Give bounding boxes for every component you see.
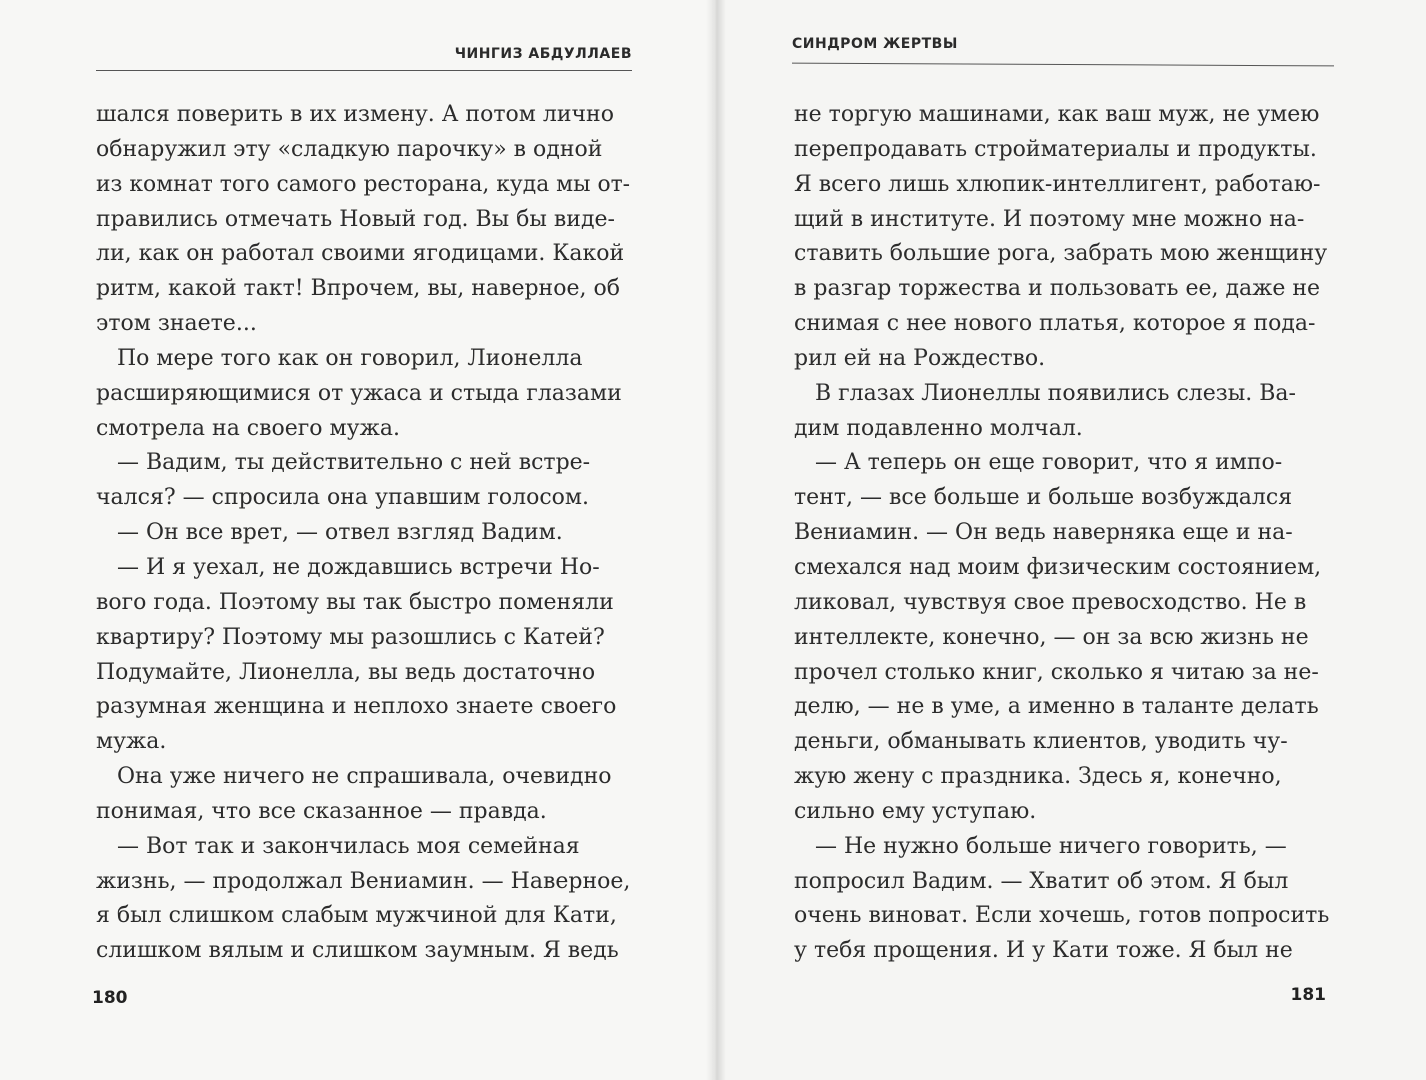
text-line: — А теперь он еще говорит, что я импо- (794, 450, 1283, 476)
text-line: По мере того как он говорил, Лионелла (96, 345, 583, 371)
text-line: правились отмечать Новый год. Вы бы виде- (96, 206, 615, 232)
text-line: перепродавать стройматериалы и продукты. (794, 136, 1317, 162)
text-line: шался поверить в их измену. А потом лично (96, 102, 614, 127)
running-head-title: СИНДРОМ ЖЕРТВЫ (792, 36, 958, 52)
text-line: — Он все врет, — отвел взгляд Вадим. (96, 520, 563, 546)
header-rule (792, 63, 1334, 67)
text-line: понимая, что все сказанное — правда. (96, 798, 547, 824)
text-line: жую жену с праздника. Здесь я, конечно, (794, 764, 1282, 790)
text-line: деньги, обманывать клиентов, уводить чу- (794, 729, 1288, 755)
text-line: рил ей на Рождество. (794, 345, 1046, 371)
text-line: расширяющимися от ужаса и стыда глазами (96, 380, 622, 406)
text-line: Подумайте, Лионелла, вы ведь достаточно (96, 659, 596, 685)
text-line: Вениамин. — Он ведь наверняка еще и на- (794, 520, 1293, 546)
text-line: попросил Вадим. — Хватит об этом. Я был (794, 868, 1289, 894)
page-number: 181 (1290, 985, 1326, 1005)
right-page (712, 0, 1426, 1080)
text-line: — Вот так и закончилась моя семейная (96, 833, 580, 859)
text-line: мужа. (96, 729, 167, 755)
text-line: — И я уехал, не дождавшись встречи Но- (96, 554, 600, 580)
book-gutter (706, 0, 726, 1080)
text-line: этом знаете... (96, 311, 257, 337)
text-line: из комнат того самого ресторана, куда мы от- (96, 171, 631, 197)
text-line: смехался над моим физическим состоянием, (794, 554, 1322, 580)
text-line: Я всего лишь хлюпик-интеллигент, работаю- (794, 171, 1321, 197)
text-line: ритм, какой такт! Впрочем, вы, наверное, об (96, 276, 620, 302)
text-line: дим подавленно молчал. (794, 415, 1083, 441)
text-line: В глазах Лионеллы появились слезы. Ва- (794, 380, 1296, 406)
text-line: чался? — спросила она упавшим голосом. (96, 485, 590, 511)
text-line: — Не нужно больше ничего говорить, — (794, 833, 1287, 859)
text-line: сильно ему уступаю. (794, 798, 1037, 824)
text-line: Она уже ничего не спрашивала, очевидно (96, 764, 612, 790)
running-head-author: ЧИНГИЗ АБДУЛЛАЕВ (454, 46, 632, 62)
text-line: не торгую машинами, как ваш муж, не умею (794, 102, 1320, 127)
text-line: я был слишком слабым мужчиной для Кати, (96, 903, 617, 929)
text-line: вого года. Поэтому вы так быстро поменяли (96, 589, 614, 615)
text-line: делю, — не в уме, а именно в таланте делать (794, 694, 1319, 720)
text-line: тент, — все больше и больше возбуждался (794, 485, 1293, 511)
text-line: смотрела на своего мужа. (96, 415, 400, 441)
right-page-body (794, 98, 1338, 969)
left-page (0, 0, 712, 1080)
text-line: ставить большие рога, забрать мою женщину (794, 241, 1328, 267)
left-page-body (96, 98, 630, 969)
header-rule (96, 70, 632, 71)
text-line: — Вадим, ты действительно с ней встре- (96, 450, 591, 476)
text-line: ликовал, чувствуя свое превосходство. Не в (794, 589, 1307, 615)
text-line: ли, как он работал своими ягодицами. Какой (96, 241, 625, 267)
text-line: квартиру? Поэтому мы разошлись с Катей? (96, 624, 605, 650)
text-line: слишком вялым и слишком заумным. Я ведь (96, 938, 619, 964)
text-line: щий в институте. И поэтому мне можно на- (794, 206, 1305, 232)
text-line: жизнь, — продолжал Вениамин. — Наверное, (96, 868, 631, 894)
text-line: интеллекте, конечно, — он за всю жизнь не (794, 624, 1309, 650)
text-line: обнаружил эту «сладкую парочку» в одной (96, 136, 603, 162)
text-line: у тебя прощения. И у Кати тоже. Я был не (794, 938, 1293, 964)
text-line: прочел столько книг, сколько я читаю за не- (794, 659, 1319, 685)
text-line: очень виноват. Если хочешь, готов попросить (794, 903, 1330, 929)
text-line: в разгар торжества и пользовать ее, даже не (794, 276, 1321, 302)
text-line: снимая с нее нового платья, которое я пода- (794, 311, 1316, 337)
page-number: 180 (92, 988, 128, 1008)
text-line: разумная женщина и неплохо знаете своего (96, 694, 617, 720)
